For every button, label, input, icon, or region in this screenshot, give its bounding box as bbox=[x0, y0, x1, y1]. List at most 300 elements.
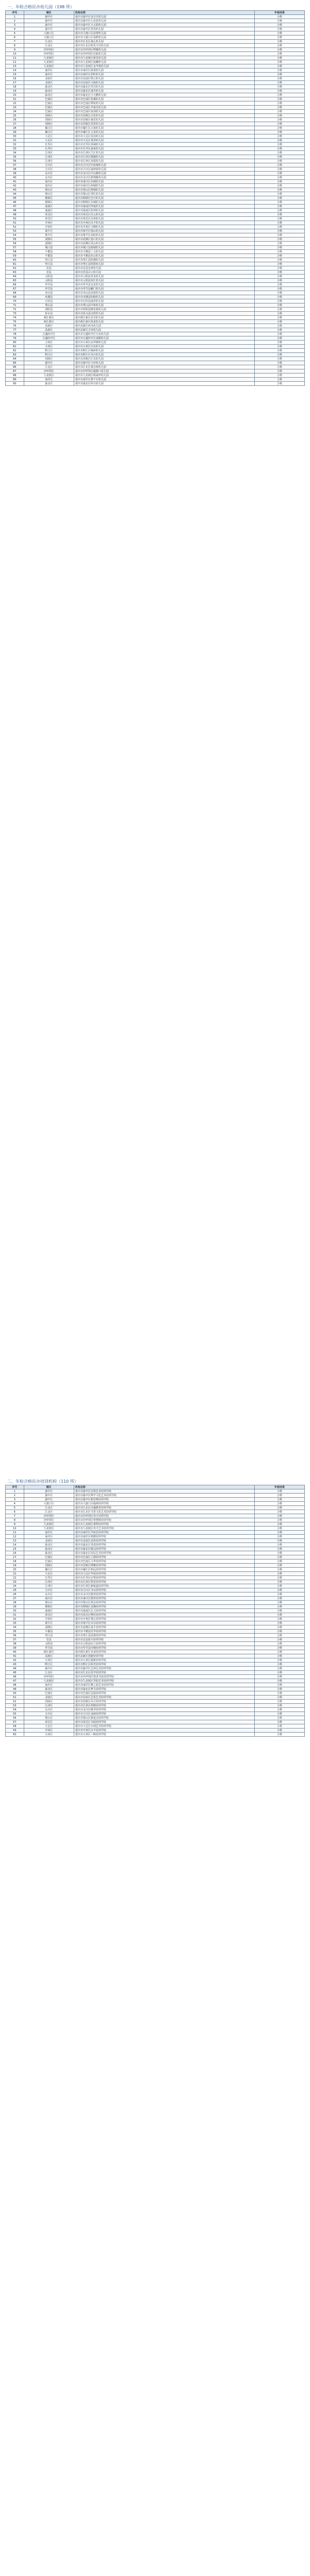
table-row bbox=[6, 270, 305, 275]
cell-district: 江津区 bbox=[24, 151, 74, 155]
cell-district: 高新区 bbox=[24, 324, 74, 328]
cell-no: 52 bbox=[6, 225, 24, 229]
cell-type: 合格 bbox=[254, 1527, 304, 1531]
table-row bbox=[6, 48, 305, 52]
cell-name: 重庆市巴南区博苑幼儿园 bbox=[74, 101, 254, 106]
cell-no: 35 bbox=[6, 1630, 24, 1634]
cell-name: 重庆市九龙坡区新星幼儿园 bbox=[74, 56, 254, 60]
cell-no: 68 bbox=[6, 291, 24, 295]
cell-type: 合格 bbox=[254, 1522, 304, 1527]
cell-district: 南川区 bbox=[24, 180, 74, 184]
cell-district: 渝北区 bbox=[24, 382, 74, 386]
cell-no: 4 bbox=[6, 27, 24, 31]
cell-type: 合格 bbox=[254, 1667, 304, 1671]
cell-no: 9 bbox=[6, 48, 24, 52]
column-header-type: 年检结果 bbox=[254, 11, 304, 15]
cell-district: 铜梁区 bbox=[24, 196, 74, 200]
cell-name: 重庆市九龙坡区金苹果幼儿园 bbox=[74, 64, 254, 69]
cell-no: 15 bbox=[6, 1547, 24, 1551]
table-row bbox=[6, 114, 305, 118]
cell-name: 重庆市涪陵区童星幼儿园 bbox=[74, 118, 254, 122]
cell-district: 大足区 bbox=[24, 134, 74, 139]
cell-name: 重庆市荣昌区书韵培训学校 bbox=[74, 1720, 254, 1724]
table-row bbox=[6, 1638, 305, 1642]
cell-no: 13 bbox=[6, 1539, 24, 1543]
table-row bbox=[6, 1675, 305, 1679]
cell-type: 合格 bbox=[254, 69, 304, 73]
cell-no: 87 bbox=[6, 369, 24, 374]
cell-name: 重庆市铜梁区东城幼儿园 bbox=[74, 200, 254, 205]
cell-no: 10 bbox=[6, 1527, 24, 1531]
cell-type: 合格 bbox=[254, 1733, 304, 1737]
cell-no: 24 bbox=[6, 110, 24, 114]
table-row bbox=[6, 1605, 305, 1609]
cell-district: 巴南区 bbox=[24, 101, 74, 106]
cell-no: 39 bbox=[6, 172, 24, 176]
table-row bbox=[6, 291, 305, 295]
cell-no: 73 bbox=[6, 312, 24, 316]
table-row bbox=[6, 1506, 305, 1510]
cell-district: 开州区 bbox=[24, 221, 74, 225]
cell-name: 重庆市南川区东城幼儿园 bbox=[74, 180, 254, 184]
cell-district: 大足区 bbox=[24, 139, 74, 143]
cell-type: 合格 bbox=[254, 1572, 304, 1576]
cell-name: 重庆市大渡口区蓓蕾幼儿园 bbox=[74, 31, 254, 36]
table-row bbox=[6, 324, 305, 328]
cell-district: 巴南区 bbox=[24, 97, 74, 101]
column-header-name: 机构名称 bbox=[74, 1485, 254, 1489]
table-row bbox=[6, 143, 305, 147]
cell-district: 九龙坡区 bbox=[24, 374, 74, 378]
table-row bbox=[6, 1531, 305, 1535]
cell-district: 奉节县 bbox=[24, 283, 74, 287]
table-row bbox=[6, 1671, 305, 1675]
cell-district: 璧山区 bbox=[24, 192, 74, 196]
table-row bbox=[6, 1609, 305, 1613]
cell-district: 大足区 bbox=[24, 1572, 74, 1576]
cell-no: 38 bbox=[6, 167, 24, 172]
cell-name: 重庆市涪陵区东方培训学校 bbox=[74, 1700, 254, 1704]
cell-district: 沙坪坝区 bbox=[24, 1675, 74, 1679]
cell-no: 37 bbox=[6, 1638, 24, 1642]
cell-no: 1 bbox=[6, 15, 24, 19]
cell-no: 57 bbox=[6, 1720, 24, 1724]
cell-type: 合格 bbox=[254, 266, 304, 270]
cell-name: 重庆市沙坪坝区墨香书法培训学校 bbox=[74, 1675, 254, 1679]
cell-district: 高新区 bbox=[24, 328, 74, 332]
cell-district: 黔江区 bbox=[24, 353, 74, 357]
cell-name: 重庆市酉阳县桃花源幼儿园 bbox=[74, 308, 254, 312]
cell-type: 合格 bbox=[254, 19, 304, 23]
cell-name: 重庆市开州区文峰幼儿园 bbox=[74, 225, 254, 229]
cell-name: 重庆两江新区悦来幼儿园 bbox=[74, 320, 254, 324]
cell-name: 重庆市垫江县桂阳幼儿园 bbox=[74, 262, 254, 266]
table-row bbox=[6, 1625, 305, 1630]
table-row bbox=[6, 308, 305, 312]
cell-type: 合格 bbox=[254, 106, 304, 110]
cell-name: 重庆市沙坪坝区智慧树培训学校 bbox=[74, 1518, 254, 1522]
table-row bbox=[6, 1700, 305, 1704]
cell-district: 开州区 bbox=[24, 1617, 74, 1621]
cell-no: 51 bbox=[6, 1696, 24, 1700]
table-row bbox=[6, 1584, 305, 1588]
cell-type: 合格 bbox=[254, 200, 304, 205]
cell-type: 合格 bbox=[254, 295, 304, 299]
cell-no: 7 bbox=[6, 40, 24, 44]
table-row bbox=[6, 130, 305, 134]
cell-no: 63 bbox=[6, 270, 24, 275]
cell-no: 48 bbox=[6, 1683, 24, 1687]
cell-district: 巴南区 bbox=[24, 1555, 74, 1560]
cell-type: 合格 bbox=[254, 1724, 304, 1728]
cell-no: 55 bbox=[6, 238, 24, 242]
cell-no: 81 bbox=[6, 345, 24, 349]
table-row bbox=[6, 1621, 305, 1625]
cell-type: 合格 bbox=[254, 238, 304, 242]
cell-no: 58 bbox=[6, 250, 24, 254]
table-row bbox=[6, 336, 305, 341]
cell-type: 合格 bbox=[254, 151, 304, 155]
cell-name: 重庆市万州区高笋塘幼儿园 bbox=[74, 341, 254, 345]
cell-no: 67 bbox=[6, 287, 24, 291]
cell-no: 8 bbox=[6, 1518, 24, 1522]
cell-type: 合格 bbox=[254, 1576, 304, 1580]
cell-name: 重庆市铜梁区巴川幼儿园 bbox=[74, 196, 254, 200]
cell-district: 长寿区 bbox=[24, 143, 74, 147]
cell-name: 重庆市江津区双福幼儿园 bbox=[74, 159, 254, 163]
cell-name: 重庆市梁平区梁山幼儿园 bbox=[74, 229, 254, 233]
cell-type: 合格 bbox=[254, 229, 304, 233]
table-row bbox=[6, 1518, 305, 1522]
table-row bbox=[6, 1601, 305, 1605]
cell-type: 合格 bbox=[254, 110, 304, 114]
cell-district: 垫江县 bbox=[24, 258, 74, 262]
table-row bbox=[6, 159, 305, 163]
cell-name: 重庆市九龙坡区杨家坪幼儿园 bbox=[74, 374, 254, 378]
cell-name: 重庆市潼南区弘文培训学校 bbox=[74, 1609, 254, 1613]
cell-name: 重庆市城口县葛城幼儿园 bbox=[74, 246, 254, 250]
cell-no: 59 bbox=[6, 254, 24, 258]
cell-type: 合格 bbox=[254, 258, 304, 262]
cell-name: 重庆市綦江区古南幼儿园 bbox=[74, 126, 254, 130]
cell-type: 合格 bbox=[254, 1531, 304, 1535]
cell-name: 重庆市黔江区城西幼儿园 bbox=[74, 349, 254, 353]
cell-name: 重庆市巫山县高唐幼儿园 bbox=[74, 291, 254, 295]
cell-district: 潼南区 bbox=[24, 209, 74, 213]
table-header-row bbox=[6, 11, 305, 15]
cell-no: 32 bbox=[6, 1617, 24, 1621]
cell-type: 合格 bbox=[254, 1580, 304, 1584]
table-row bbox=[6, 1572, 305, 1576]
table-row bbox=[6, 320, 305, 324]
cell-type: 合格 bbox=[254, 1584, 304, 1588]
cell-type: 合格 bbox=[254, 1646, 304, 1650]
column-header-no: 序号 bbox=[6, 11, 24, 15]
cell-no: 33 bbox=[6, 1621, 24, 1625]
cell-type: 合格 bbox=[254, 1502, 304, 1506]
cell-no: 32 bbox=[6, 143, 24, 147]
cell-district: 沙坪坝区 bbox=[24, 369, 74, 374]
cell-name: 重庆市永川区桃李培训学校 bbox=[74, 1708, 254, 1712]
cell-no: 47 bbox=[6, 1679, 24, 1683]
cell-no: 54 bbox=[6, 1708, 24, 1712]
cell-no: 56 bbox=[6, 242, 24, 246]
cell-district: 南岸区 bbox=[24, 378, 74, 382]
cell-type: 合格 bbox=[254, 188, 304, 192]
section-training bbox=[5, 1479, 305, 1737]
cell-type: 合格 bbox=[254, 250, 304, 254]
cell-no: 44 bbox=[6, 192, 24, 196]
cell-type: 合格 bbox=[254, 1638, 304, 1642]
cell-name: 重庆市渝中区启明艺术培训学校 bbox=[74, 1489, 254, 1494]
cell-type: 合格 bbox=[254, 114, 304, 118]
table-row bbox=[6, 225, 305, 229]
table-row bbox=[6, 299, 305, 303]
cell-type: 合格 bbox=[254, 320, 304, 324]
cell-district: 丰都县 bbox=[24, 1630, 74, 1634]
table-row bbox=[6, 303, 305, 308]
cell-name: 重庆市武隆区巷口幼儿园 bbox=[74, 238, 254, 242]
cell-name: 重庆市潼南区梓潼幼儿园 bbox=[74, 205, 254, 209]
cell-type: 合格 bbox=[254, 1535, 304, 1539]
cell-name: 重庆市江津区明德培训学校 bbox=[74, 1704, 254, 1708]
cell-district: 南岸区 bbox=[24, 73, 74, 77]
cell-type: 合格 bbox=[254, 275, 304, 279]
cell-type: 合格 bbox=[254, 1621, 304, 1625]
cell-type: 合格 bbox=[254, 328, 304, 332]
table-row bbox=[6, 1733, 305, 1737]
cell-name: 重庆市合川区金榜培训学校 bbox=[74, 1712, 254, 1716]
cell-name: 重庆市涪陵区江东幼儿园 bbox=[74, 357, 254, 361]
cell-no: 3 bbox=[6, 1498, 24, 1502]
table-row bbox=[6, 328, 305, 332]
cell-no: 60 bbox=[6, 258, 24, 262]
cell-type: 合格 bbox=[254, 1617, 304, 1621]
cell-type: 合格 bbox=[254, 1634, 304, 1638]
cell-name: 重庆市渝北区致远培训学校 bbox=[74, 1547, 254, 1551]
table-row bbox=[6, 196, 305, 200]
cell-no: 19 bbox=[6, 1564, 24, 1568]
cell-no: 21 bbox=[6, 97, 24, 101]
cell-no: 69 bbox=[6, 295, 24, 299]
cell-district: 九龙坡区 bbox=[24, 60, 74, 64]
cell-name: 重庆市梁平区双桂幼儿园 bbox=[74, 233, 254, 238]
cell-name: 重庆市江北区观音桥幼儿园 bbox=[74, 365, 254, 369]
cell-no: 18 bbox=[6, 1560, 24, 1564]
cell-type: 合格 bbox=[254, 213, 304, 217]
cell-district: 合川区 bbox=[24, 167, 74, 172]
cell-no: 30 bbox=[6, 134, 24, 139]
cell-name: 重庆市涪陵区百花幼儿园 bbox=[74, 114, 254, 118]
cell-district: 两江新区 bbox=[24, 316, 74, 320]
cell-type: 合格 bbox=[254, 1592, 304, 1597]
cell-name: 重庆市大足区华夏培训学校 bbox=[74, 1572, 254, 1576]
cell-no: 31 bbox=[6, 139, 24, 143]
table-row bbox=[6, 250, 305, 254]
cell-no: 15 bbox=[6, 73, 24, 77]
cell-no: 66 bbox=[6, 283, 24, 287]
cell-type: 合格 bbox=[254, 349, 304, 353]
cell-type: 合格 bbox=[254, 1506, 304, 1510]
table-row bbox=[6, 118, 305, 122]
cell-type: 合格 bbox=[254, 85, 304, 89]
cell-type: 合格 bbox=[254, 221, 304, 225]
cell-name: 重庆市合川区书山培训学校 bbox=[74, 1588, 254, 1592]
cell-name: 重庆市北碚区缙云幼儿园 bbox=[74, 77, 254, 81]
table-row bbox=[6, 353, 305, 357]
cell-no: 27 bbox=[6, 1597, 24, 1601]
cell-no: 41 bbox=[6, 1654, 24, 1658]
cell-district: 永川区 bbox=[24, 1708, 74, 1712]
table-row bbox=[6, 1539, 305, 1543]
section-title: 二、年检合格民办培训机构（110 所） bbox=[7, 1479, 78, 1484]
cell-name: 重庆市万州区百安幼儿园 bbox=[74, 345, 254, 349]
cell-district: 渝北区 bbox=[24, 1551, 74, 1555]
cell-no: 25 bbox=[6, 114, 24, 118]
cell-no: 53 bbox=[6, 229, 24, 233]
cell-no: 34 bbox=[6, 151, 24, 155]
cell-no: 4 bbox=[6, 1502, 24, 1506]
table-row bbox=[6, 56, 305, 60]
table-row bbox=[6, 184, 305, 188]
cell-name: 重庆高新区西永幼儿园 bbox=[74, 324, 254, 328]
table-row bbox=[6, 1576, 305, 1580]
cell-type: 合格 bbox=[254, 196, 304, 200]
table-row bbox=[6, 192, 305, 196]
cell-district: 垫江县 bbox=[24, 1634, 74, 1638]
cell-name: 重庆市渝中区新思维培训学校 bbox=[74, 1498, 254, 1502]
table-row bbox=[6, 77, 305, 81]
cell-name: 重庆市大足区龙岗幼儿园 bbox=[74, 134, 254, 139]
cell-name: 重庆市奉节县永安幼儿园 bbox=[74, 283, 254, 287]
cell-no: 19 bbox=[6, 89, 24, 93]
table-row bbox=[6, 221, 305, 225]
cell-name: 重庆市渝中区小太阳幼儿园 bbox=[74, 23, 254, 27]
table-row bbox=[6, 217, 305, 221]
table-row bbox=[6, 1712, 305, 1716]
cell-no: 58 bbox=[6, 1724, 24, 1728]
cell-type: 合格 bbox=[254, 23, 304, 27]
cell-name: 重庆市荣昌区博识培训学校 bbox=[74, 1613, 254, 1617]
cell-district: 涪陵区 bbox=[24, 1564, 74, 1568]
cell-name: 重庆市巴南区花溪幼儿园 bbox=[74, 97, 254, 101]
cell-district: 武隆区 bbox=[24, 242, 74, 246]
cell-type: 合格 bbox=[254, 126, 304, 130]
cell-no: 45 bbox=[6, 196, 24, 200]
cell-district: 璧山区 bbox=[24, 1601, 74, 1605]
cell-no: 37 bbox=[6, 163, 24, 167]
cell-name: 重庆市北碚区天使幼儿园 bbox=[74, 81, 254, 85]
table-row bbox=[6, 180, 305, 184]
table-row bbox=[6, 40, 305, 44]
table-row bbox=[6, 19, 305, 23]
cell-type: 合格 bbox=[254, 122, 304, 126]
cell-type: 合格 bbox=[254, 242, 304, 246]
cell-district: 合川区 bbox=[24, 1712, 74, 1716]
table-row bbox=[6, 1568, 305, 1572]
cell-type: 合格 bbox=[254, 143, 304, 147]
table-row bbox=[6, 1592, 305, 1597]
cell-type: 合格 bbox=[254, 167, 304, 172]
cell-name: 重庆市奉节县夔门幼儿园 bbox=[74, 287, 254, 291]
table-row bbox=[6, 44, 305, 48]
cell-name: 重庆市大渡口区春晖幼儿园 bbox=[74, 36, 254, 40]
table-row bbox=[6, 312, 305, 316]
cell-district: 沙坪坝区 bbox=[24, 1518, 74, 1522]
cell-district: 北碚区 bbox=[24, 77, 74, 81]
cell-district: 酉阳县 bbox=[24, 308, 74, 312]
cell-name: 重庆市涪陵区博雅培训学校 bbox=[74, 1564, 254, 1568]
cell-type: 合格 bbox=[254, 1518, 304, 1522]
cell-name: 重庆市巴南区启迪培训学校 bbox=[74, 1691, 254, 1696]
cell-name: 重庆市綦江区明远培训学校 bbox=[74, 1568, 254, 1572]
cell-no: 76 bbox=[6, 324, 24, 328]
column-header-name: 机构名称 bbox=[74, 11, 254, 15]
cell-no: 42 bbox=[6, 1658, 24, 1663]
cell-name: 重庆市永川区胜利路幼儿园 bbox=[74, 176, 254, 180]
cell-type: 合格 bbox=[254, 134, 304, 139]
cell-type: 合格 bbox=[254, 1498, 304, 1502]
cell-name: 重庆市江津区智星培训学校 bbox=[74, 1580, 254, 1584]
cell-name: 重庆市丰都县三合幼儿园 bbox=[74, 250, 254, 254]
cell-type: 合格 bbox=[254, 1720, 304, 1724]
column-header-type: 年检结果 bbox=[254, 1485, 304, 1489]
table-row bbox=[6, 163, 305, 167]
table-row bbox=[6, 93, 305, 97]
table-row bbox=[6, 258, 305, 262]
cell-district: 秀山县 bbox=[24, 303, 74, 308]
cell-type: 合格 bbox=[254, 155, 304, 159]
table-row bbox=[6, 279, 305, 283]
cell-type: 合格 bbox=[254, 262, 304, 266]
cell-district: 璧山区 bbox=[24, 1716, 74, 1720]
cell-name: 重庆高新区创新培训学校 bbox=[74, 1654, 254, 1658]
cell-name: 重庆市北碚区求知培训学校 bbox=[74, 1539, 254, 1543]
cell-type: 合格 bbox=[254, 361, 304, 365]
cell-no: 30 bbox=[6, 1609, 24, 1613]
cell-name: 重庆市铜梁区龙腾培训学校 bbox=[74, 1605, 254, 1609]
cell-name: 重庆市沙坪坝区磁器口幼儿园 bbox=[74, 369, 254, 374]
cell-type: 合格 bbox=[254, 1551, 304, 1555]
cell-district: 巴南区 bbox=[24, 1560, 74, 1564]
cell-no: 16 bbox=[6, 77, 24, 81]
cell-name: 重庆市开州区汉丰幼儿园 bbox=[74, 221, 254, 225]
section-kindergartens bbox=[5, 4, 305, 386]
cell-name: 重庆市南岸区弹子石幼儿园 bbox=[74, 378, 254, 382]
cell-type: 合格 bbox=[254, 374, 304, 378]
cell-no: 46 bbox=[6, 200, 24, 205]
table-row bbox=[6, 1555, 305, 1560]
cell-no: 12 bbox=[6, 1535, 24, 1539]
cell-district: 垫江县 bbox=[24, 262, 74, 266]
cell-district: 黔江区 bbox=[24, 1663, 74, 1667]
cell-type: 合格 bbox=[254, 118, 304, 122]
cell-district: 万州区 bbox=[24, 345, 74, 349]
cell-no: 42 bbox=[6, 184, 24, 188]
cell-district: 荣昌区 bbox=[24, 217, 74, 221]
cell-name: 重庆市长寿区启智培训学校 bbox=[74, 1576, 254, 1580]
cell-no: 22 bbox=[6, 101, 24, 106]
cell-no: 5 bbox=[6, 1506, 24, 1510]
cell-name: 重庆两江新区星光幼儿园 bbox=[74, 316, 254, 320]
table-row bbox=[6, 151, 305, 155]
cell-district: 大渡口区 bbox=[24, 31, 74, 36]
table-row bbox=[6, 1547, 305, 1551]
table-row bbox=[6, 89, 305, 93]
cell-district: 万盛经开区 bbox=[24, 332, 74, 336]
table-row bbox=[6, 69, 305, 73]
table-row bbox=[6, 188, 305, 192]
